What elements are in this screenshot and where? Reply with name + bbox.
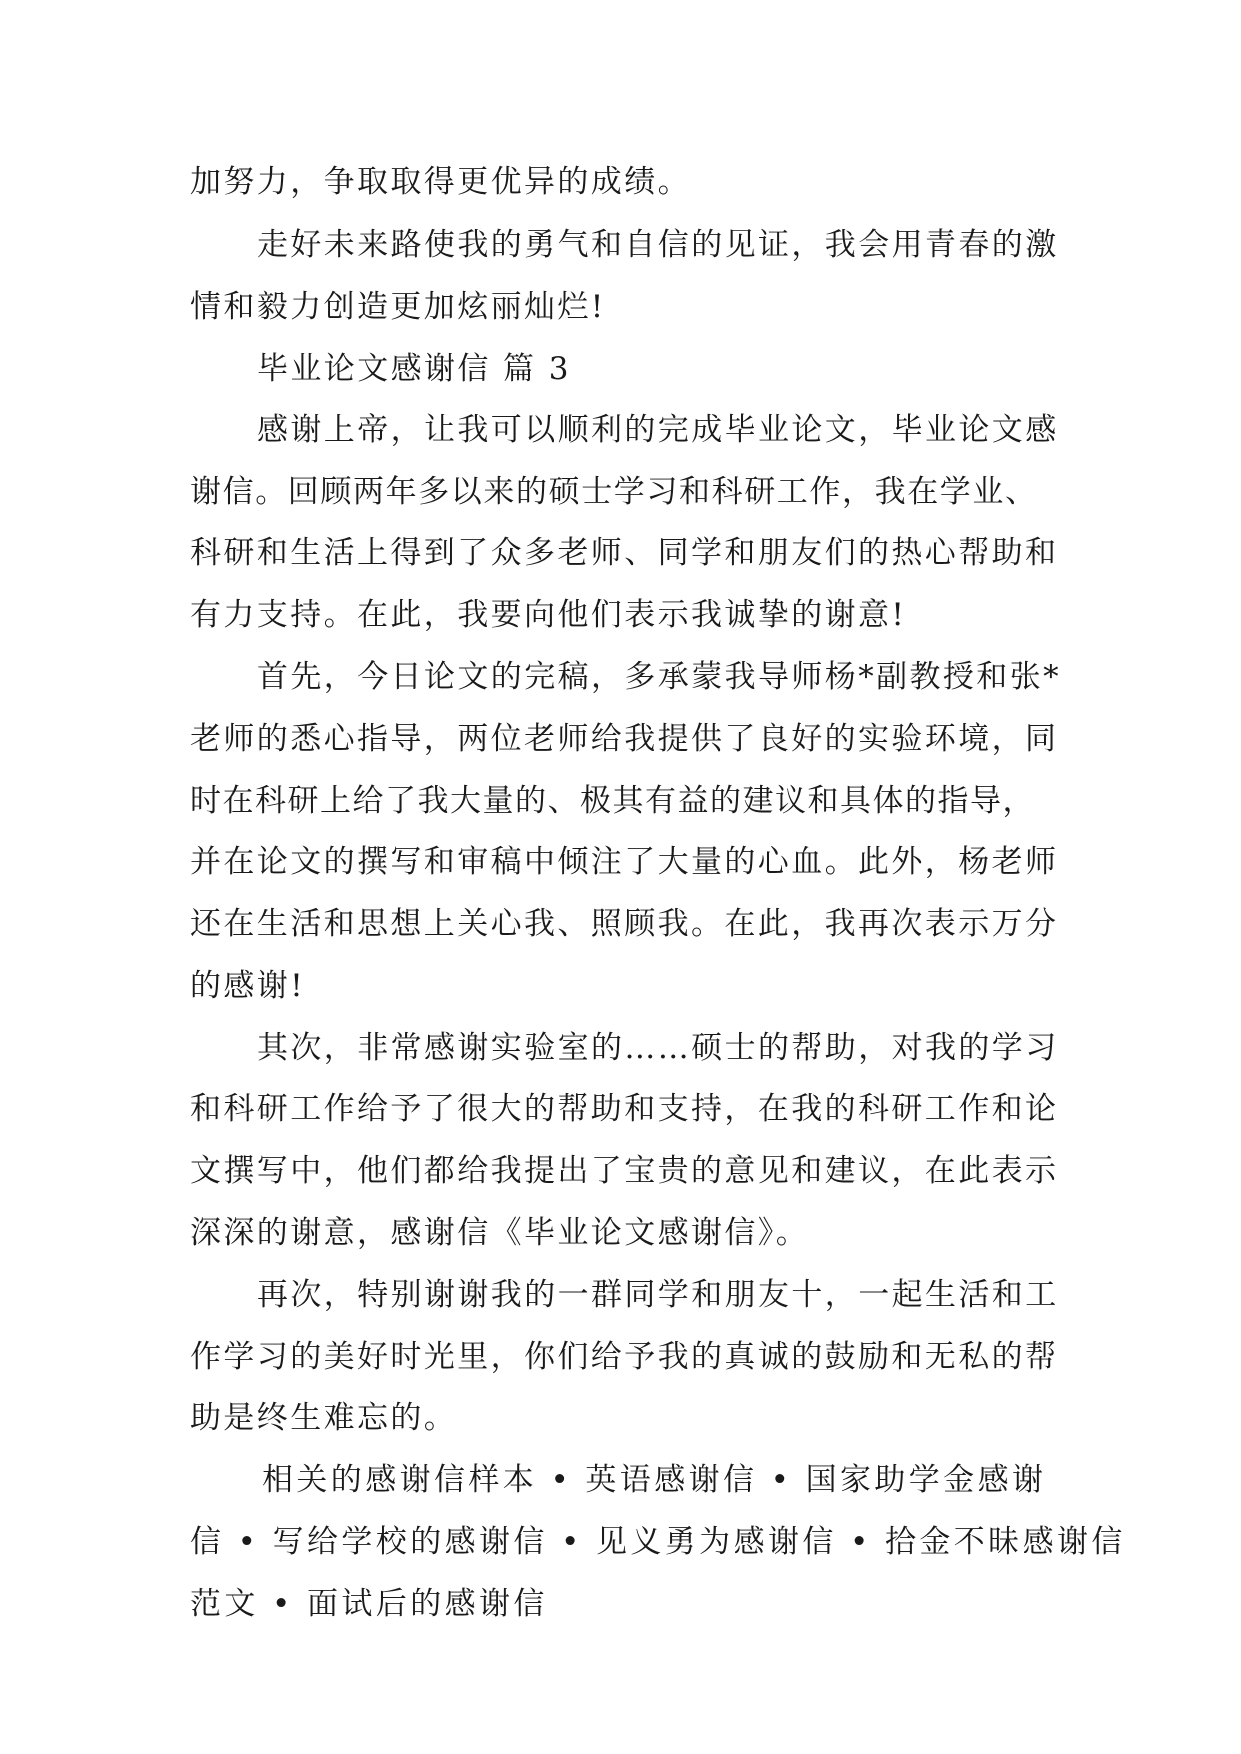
text-line: 作学习的美好时光里，你们给予我的真诚的鼓励和无私的帮 [190,1339,1059,1375]
text-line: 谢信。回顾两年多以来的硕士学习和科研工作，我在学业、 [190,474,1038,510]
paragraph-start: 首先，今日论文的完稿，多承蒙我导师杨*副教授和张* [257,659,1061,695]
text-line: 有力支持。在此，我要向他们表示我诚挚的谢意! [190,597,907,633]
text-line: 情和毅力创造更加炫丽灿烂! [190,289,606,325]
paragraph-start: 感谢上帝，让我可以顺利的完成毕业论文，毕业论文感 [257,412,1059,448]
text-line: 和科研工作给予了很大的帮助和支持，在我的科研工作和论 [190,1091,1059,1127]
text-line: 加努力，争取取得更优异的成绩。 [190,164,691,200]
section-heading: 毕业论文感谢信 篇 3 [257,351,571,387]
paragraph-start: 走好未来路使我的勇气和自信的见证，我会用青春的激 [257,227,1059,263]
text-line: 科研和生活上得到了众多老师、同学和朋友们的热心帮助和 [190,535,1059,571]
paragraph-start: 再次，特别谢谢我的一群同学和朋友十，一起生活和工 [257,1277,1059,1313]
text-line: 时在科研上给了我大量的、极其有益的建议和具体的指导， [190,783,1035,819]
text-line: 老师的悉心指导，两位老师给我提供了良好的实验环境，同 [190,721,1059,757]
text-line: 文撰写中，他们都给我提出了宝贵的意见和建议，在此表示 [190,1153,1059,1189]
related-links-line: 相关的感谢信样本 • 英语感谢信 • 国家助学金感谢 [262,1462,1047,1498]
paragraph-start: 其次，非常感谢实验室的……硕士的帮助，对我的学习 [257,1030,1059,1066]
text-line: 还在生活和思想上关心我、照顾我。在此，我再次表示万分 [190,906,1059,942]
text-line: 并在论文的撰写和审稿中倾注了大量的心血。此外，杨老师 [190,844,1059,880]
text-line: 的感谢! [190,968,306,1004]
text-line: 助是终生难忘的。 [190,1400,458,1436]
text-line: 深深的谢意，感谢信《毕业论文感谢信》。 [190,1215,810,1251]
related-links-line: 范文 • 面试后的感谢信 [190,1586,548,1622]
related-links-line: 信 • 写给学校的感谢信 • 见义勇为感谢信 • 拾金不昧感谢信 [190,1524,1126,1560]
